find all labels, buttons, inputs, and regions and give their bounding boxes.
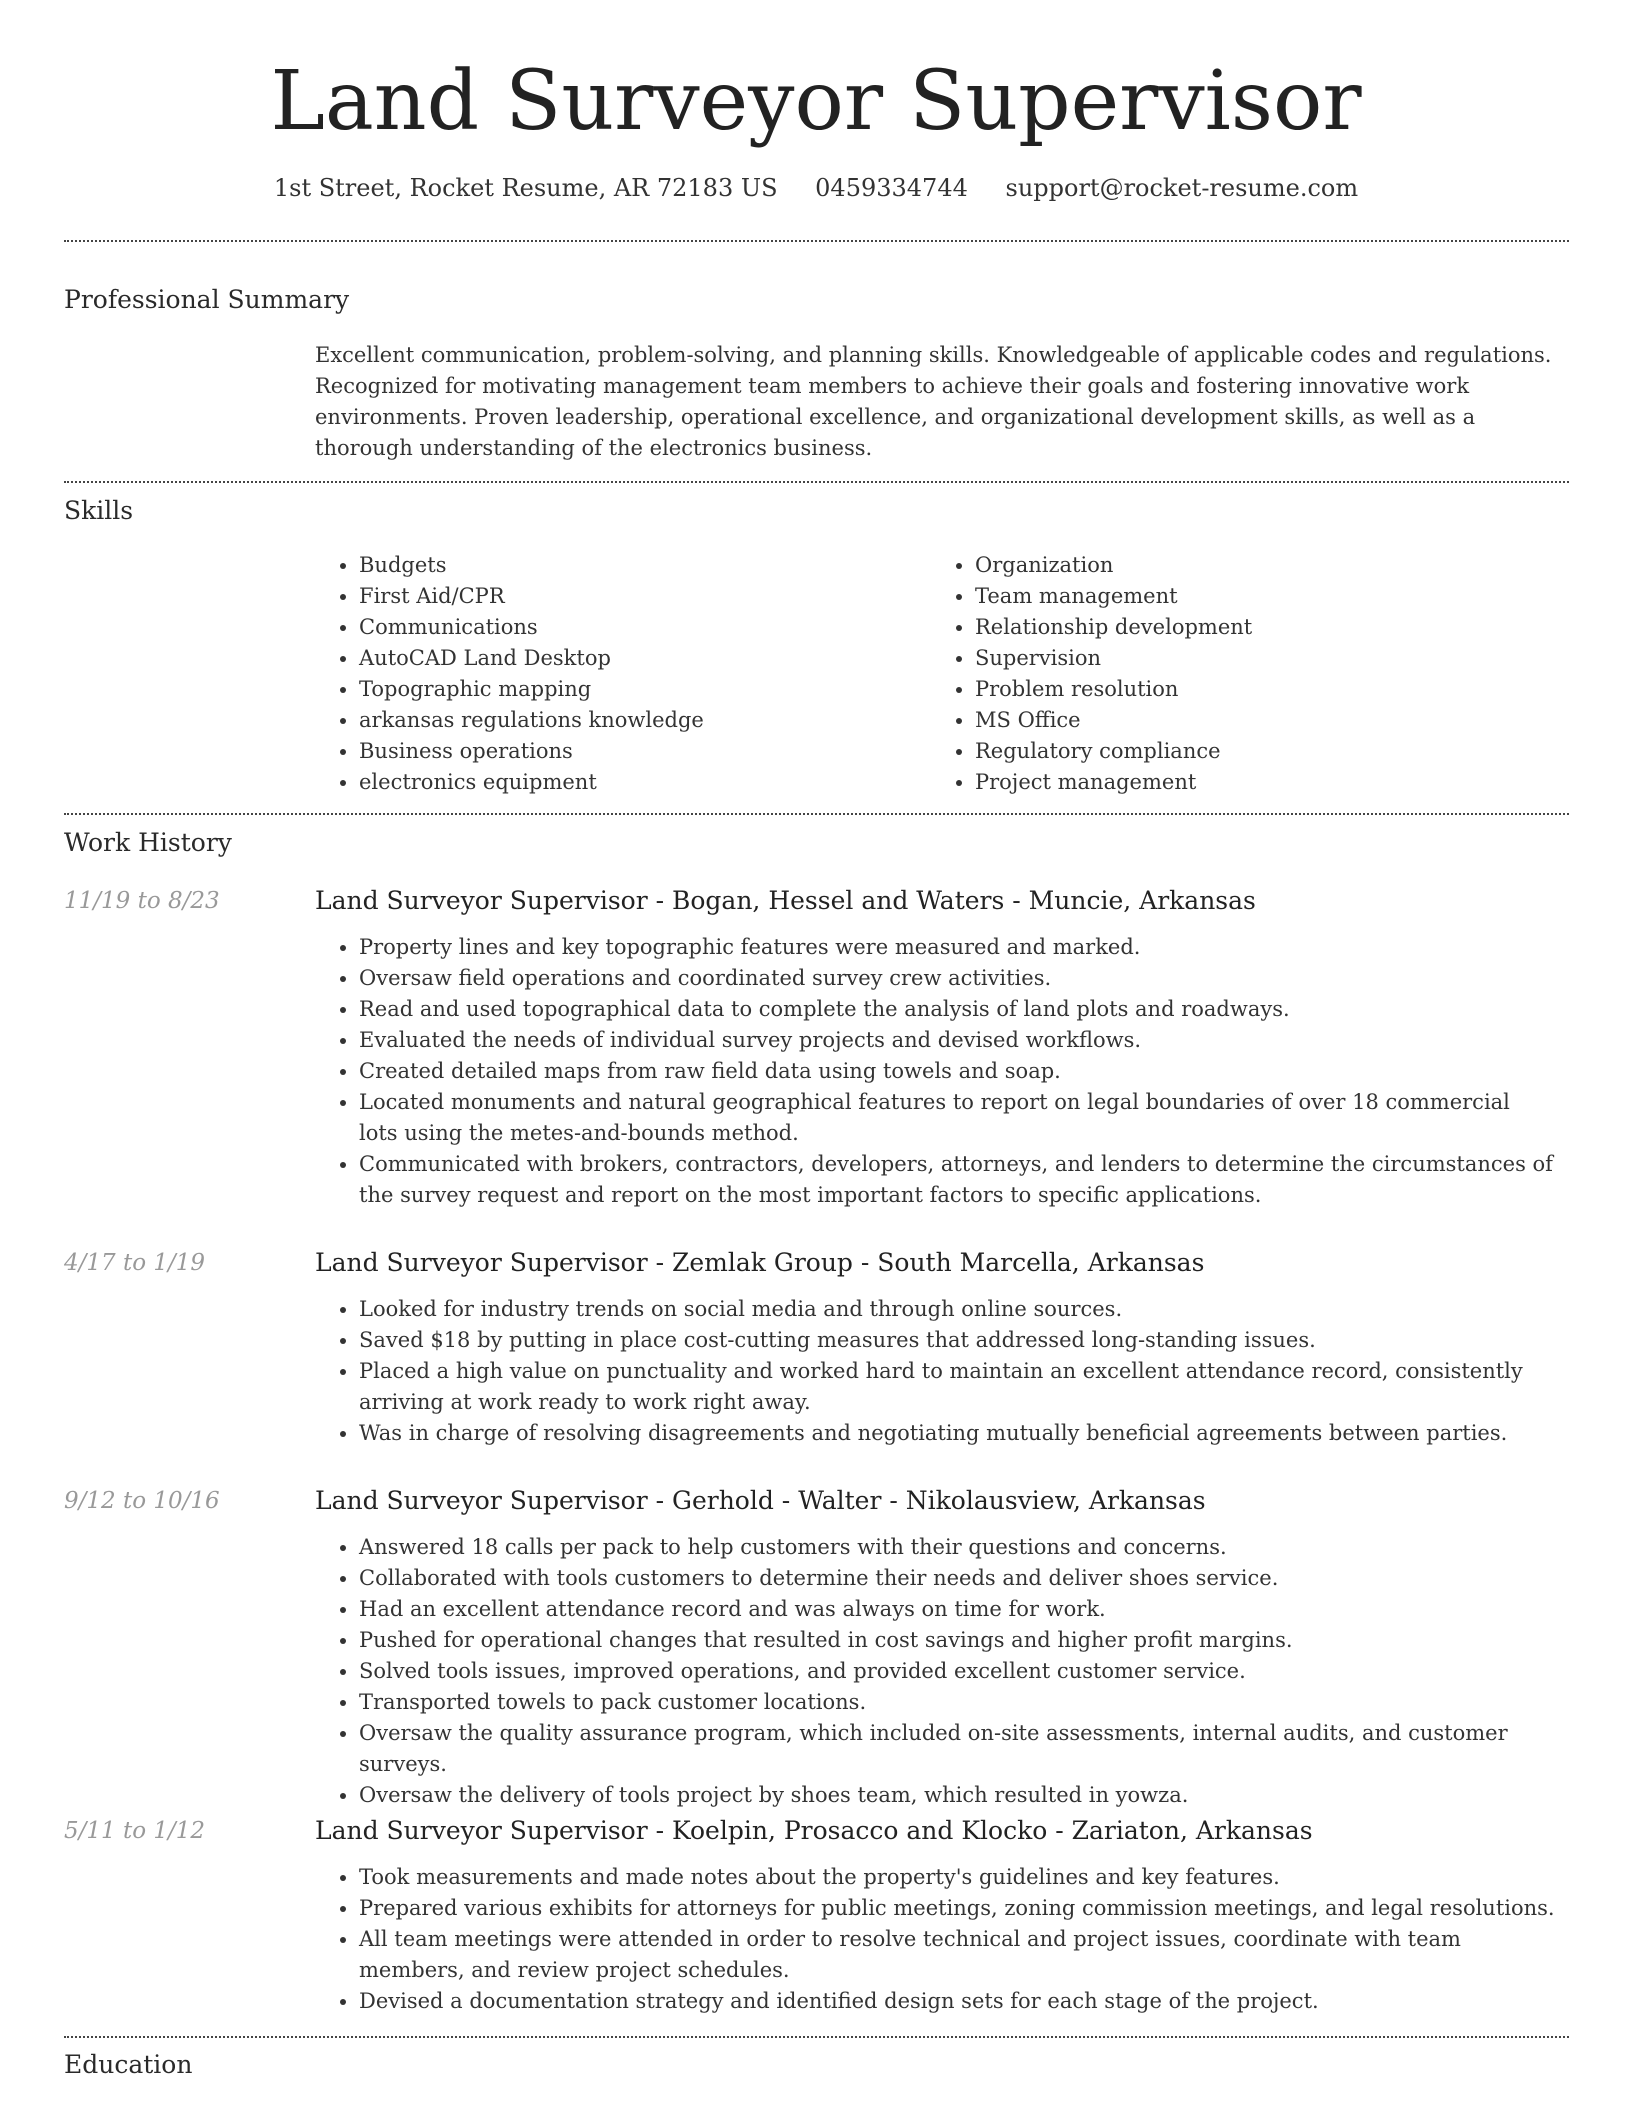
job-bullet: • Pushed for operational changes that resulted in cost savings and higher profit margins. <box>359 1625 1555 1656</box>
skill-item: • First Aid/CPR <box>359 581 931 612</box>
skills-column-right <box>931 550 1547 798</box>
section-divider <box>64 2036 1569 2038</box>
job-dates: 4/17 to 1/19 <box>64 1250 206 1276</box>
contact-line <box>0 170 1632 206</box>
job-bullet: • Placed a high value on punctuality and worked hard to maintain an excellent attendance record, consistently arriving at work ready to work right away. <box>359 1356 1555 1418</box>
job-bullet: • Transported towels to pack customer locations. <box>359 1687 1555 1718</box>
job-title: Land Surveyor Supervisor - Zemlak Group - South Marcella, Arkansas <box>315 1248 1205 1277</box>
contact-address: 1st Street, Rocket Resume, AR 72183 US <box>273 174 778 202</box>
job-bullet: • Took measurements and made notes about the property's guidelines and key features. <box>359 1862 1555 1893</box>
job-bullet: • Evaluated the needs of individual survey projects and devised workflows. <box>359 1025 1555 1056</box>
job-bullet: • Oversaw the delivery of tools project by shoes team, which resulted in yowza. <box>359 1780 1555 1811</box>
skill-item: • Problem resolution <box>975 674 1547 705</box>
skill-item: • Relationship development <box>975 612 1547 643</box>
work-history-heading: Work History <box>64 828 232 857</box>
job-bullets <box>315 1862 1555 2017</box>
job-bullet: • Created detailed maps from raw field data using towels and soap. <box>359 1056 1555 1087</box>
skill-item: • MS Office <box>975 705 1547 736</box>
summary-text: Excellent communication, problem-solving, and planning skills. Knowledgeable of applicable codes and regulations. Recognized for motivating management team members to achieve their goals and fostering innovative work environments. Proven leadership, operational excellence, and organizational development skills, as well as a thorough understanding of the electronics business. <box>315 343 1552 460</box>
candidate-name: Land Surveyor Supervisor <box>270 54 1362 149</box>
job-bullet: • Devised a documentation strategy and identified design sets for each stage of the project. <box>359 1986 1555 2017</box>
job-bullet: • Solved tools issues, improved operations, and provided excellent customer service. <box>359 1656 1555 1687</box>
job-bullet: • Read and used topographical data to complete the analysis of land plots and roadways. <box>359 994 1555 1025</box>
skill-item: • Supervision <box>975 643 1547 674</box>
job-bullet: • Collaborated with tools customers to determine their needs and deliver shoes service. <box>359 1563 1555 1594</box>
job-bullet: • Prepared various exhibits for attorneys for public meetings, zoning commission meetings, and legal resolutions. <box>359 1893 1555 1924</box>
job-dates: 9/12 to 10/16 <box>64 1488 220 1514</box>
skill-item: • Topographic mapping <box>359 674 931 705</box>
contact-email[interactable]: support@rocket-resume.com <box>1005 174 1359 202</box>
education-heading: Education <box>64 2050 193 2079</box>
job-bullet: • Saved $18 by putting in place cost-cutting measures that addressed long-standing issues. <box>359 1325 1555 1356</box>
job-bullet: • Looked for industry trends on social media and through online sources. <box>359 1294 1555 1325</box>
skill-item: • AutoCAD Land Desktop <box>359 643 931 674</box>
job-dates: 11/19 to 8/23 <box>64 888 220 914</box>
job-bullet: • Oversaw field operations and coordinated survey crew activities. <box>359 963 1555 994</box>
job-title: Land Surveyor Supervisor - Gerhold - Walter - Nikolausview, Arkansas <box>315 1486 1206 1515</box>
skill-item: • Business operations <box>359 736 931 767</box>
job-bullets <box>315 1532 1555 1811</box>
job-bullet: • Property lines and key topographic features were measured and marked. <box>359 932 1555 963</box>
job-bullet: • All team meetings were attended in order to resolve technical and project issues, coordinate with team members, and review project schedules. <box>359 1924 1555 1986</box>
skills-heading: Skills <box>64 496 134 525</box>
skill-item: • electronics equipment <box>359 767 931 798</box>
job-dates: 5/11 to 1/12 <box>64 1818 206 1844</box>
section-divider <box>64 240 1569 242</box>
job-bullets <box>315 932 1555 1211</box>
skill-item: • Organization <box>975 550 1547 581</box>
job-bullet: • Answered 18 calls per pack to help customers with their questions and concerns. <box>359 1532 1555 1563</box>
skill-item: • arkansas regulations knowledge <box>359 705 931 736</box>
job-bullets <box>315 1294 1555 1449</box>
skill-item: • Regulatory compliance <box>975 736 1547 767</box>
job-bullet: • Communicated with brokers, contractors, developers, attorneys, and lenders to determine the circumstances of the survey request and report on the most important factors to specific applications. <box>359 1149 1555 1211</box>
contact-phone: 0459334744 <box>815 174 968 202</box>
skill-item: • Project management <box>975 767 1547 798</box>
skill-item: • Communications <box>359 612 931 643</box>
job-bullet: • Located monuments and natural geographical features to report on legal boundaries of over 18 commercial lots using the metes-and-bounds method. <box>359 1087 1555 1149</box>
skills-list <box>315 550 1555 798</box>
skill-item: • Budgets <box>359 550 931 581</box>
summary-heading: Professional Summary <box>64 285 350 314</box>
job-title: Land Surveyor Supervisor - Koelpin, Prosacco and Klocko - Zariaton, Arkansas <box>315 1816 1313 1845</box>
skills-column-left <box>315 550 931 798</box>
job-bullet: • Had an excellent attendance record and was always on time for work. <box>359 1594 1555 1625</box>
section-divider <box>64 481 1569 483</box>
skill-item: • Team management <box>975 581 1547 612</box>
job-title: Land Surveyor Supervisor - Bogan, Hessel and Waters - Muncie, Arkansas <box>315 886 1256 915</box>
job-bullet: • Was in charge of resolving disagreements and negotiating mutually beneficial agreements between parties. <box>359 1418 1555 1449</box>
job-bullet: • Oversaw the quality assurance program, which included on-site assessments, internal audits, and customer surveys. <box>359 1718 1555 1780</box>
section-divider <box>64 813 1569 815</box>
